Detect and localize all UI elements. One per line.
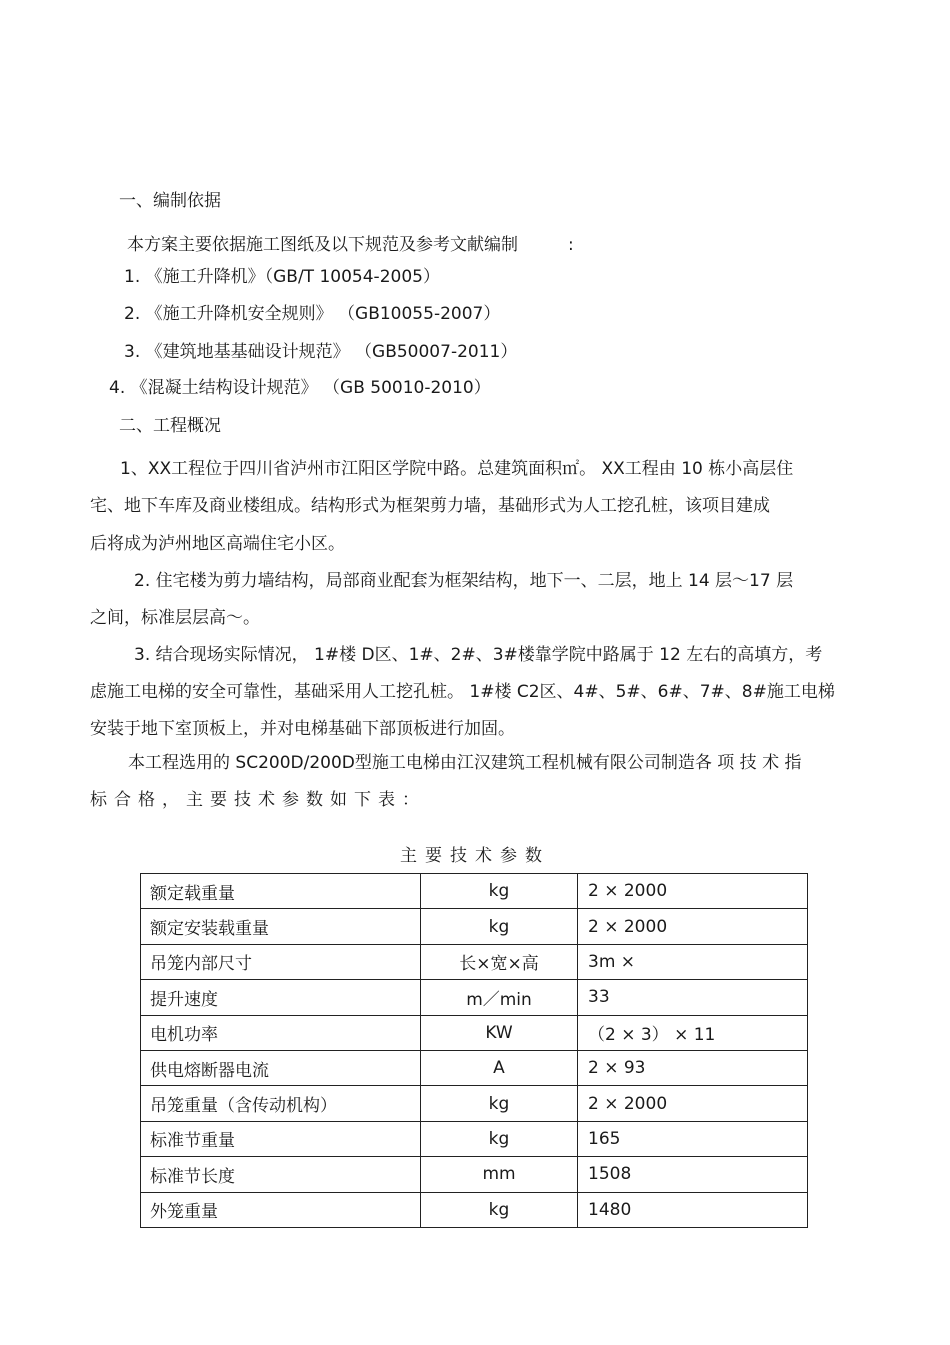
- intro-colon: :: [568, 235, 574, 255]
- table-row: [141, 1121, 808, 1156]
- param-name: 额定载重量: [141, 874, 421, 909]
- param-name: 标准节长度: [141, 1157, 421, 1192]
- reference-item: 2. 《施工升降机安全规则》 （GB10055-2007）: [124, 304, 501, 324]
- param-unit: A: [421, 1050, 578, 1085]
- param-value: 1508: [578, 1157, 808, 1192]
- paragraph-2-line: 2. 住宅楼为剪力墙结构，局部商业配套为框架结构，地下一、二层，地上 14 层～17 层: [134, 571, 794, 591]
- param-value: 2 × 2000: [578, 874, 808, 909]
- param-name: 提升速度: [141, 980, 421, 1015]
- param-value: 3m ×: [578, 944, 808, 979]
- param-unit: kg: [421, 1086, 578, 1121]
- param-value: （2 × 3） × 11: [578, 1015, 808, 1050]
- intro-line: 本方案主要依据施工图纸及以下规范及参考文献编制: [127, 235, 518, 255]
- param-unit: kg: [421, 1121, 578, 1156]
- section-heading-overview: 二、工程概况: [119, 416, 221, 436]
- reference-item: 1. 《施工升降机》（GB/T 10054-2005）: [124, 267, 440, 287]
- param-value: 165: [578, 1121, 808, 1156]
- table-row: [141, 980, 808, 1015]
- table-row: [141, 909, 808, 944]
- param-name: 吊笼内部尺寸: [141, 944, 421, 979]
- param-name: 标准节重量: [141, 1121, 421, 1156]
- table-row: [141, 1157, 808, 1192]
- table-row: [141, 1192, 808, 1227]
- paragraph-4-line: 标合格，主要技术参数如下表：: [90, 790, 426, 810]
- paragraph-4-line: 本工程选用的 SC200D/200D型施工电梯由江汉建筑工程机械有限公司制造各 项 技 术 指: [128, 753, 802, 773]
- paragraph-2-line: 之间，标准层层高～。: [90, 608, 260, 628]
- paragraph-3-line: 虑施工电梯的安全可靠性，基础采用人工挖孔桩。 1#楼 C2区、4#、5#、6#、7#、8#施工电梯: [90, 682, 835, 702]
- table-row: [141, 1086, 808, 1121]
- param-name: 外笼重量: [141, 1192, 421, 1227]
- param-name: 供电熔断器电流: [141, 1050, 421, 1085]
- param-unit: m／min: [421, 980, 578, 1015]
- param-unit: mm: [421, 1157, 578, 1192]
- param-unit: kg: [421, 874, 578, 909]
- table-row: [141, 1050, 808, 1085]
- param-unit: 长×宽×高: [421, 944, 578, 979]
- paragraph-1-line: 后将成为泸州地区高端住宅小区。: [90, 534, 345, 554]
- table-row: [141, 944, 808, 979]
- paragraph-3-line: 3. 结合现场实际情况， 1#楼 D区、1#、2#、3#楼靠学院中路属于 12 左右的高填方，考: [134, 645, 823, 665]
- param-name: 电机功率: [141, 1015, 421, 1050]
- param-unit: kg: [421, 1192, 578, 1227]
- param-value: 1480: [578, 1192, 808, 1227]
- param-unit: KW: [421, 1015, 578, 1050]
- table-row: [141, 874, 808, 909]
- param-value: 2 × 2000: [578, 909, 808, 944]
- param-value: 2 × 93: [578, 1050, 808, 1085]
- param-name: 吊笼重量（含传动机构）: [141, 1086, 421, 1121]
- param-unit: kg: [421, 909, 578, 944]
- table-row: [141, 1015, 808, 1050]
- paragraph-1-line: 1、XX工程位于四川省泸州市江阳区学院中路。总建筑面积㎡。 XX工程由 10 栋小高层住: [120, 459, 794, 479]
- table-caption: 主要技术参数: [400, 846, 550, 866]
- reference-item: 4. 《混凝土结构设计规范》 （GB 50010-2010）: [109, 378, 491, 398]
- section-heading-basis: 一、编制依据: [119, 191, 221, 211]
- param-name: 额定安装载重量: [141, 909, 421, 944]
- paragraph-3-line: 安装于地下室顶板上，并对电梯基础下部顶板进行加固。: [90, 719, 515, 739]
- reference-item: 3. 《建筑地基基础设计规范》 （GB50007-2011）: [124, 342, 518, 362]
- parameters-table: [140, 873, 808, 1228]
- paragraph-1-line: 宅、地下车库及商业楼组成。结构形式为框架剪力墙，基础形式为人工挖孔桩，该项目建成: [90, 496, 770, 516]
- param-value: 33: [578, 980, 808, 1015]
- param-value: 2 × 2000: [578, 1086, 808, 1121]
